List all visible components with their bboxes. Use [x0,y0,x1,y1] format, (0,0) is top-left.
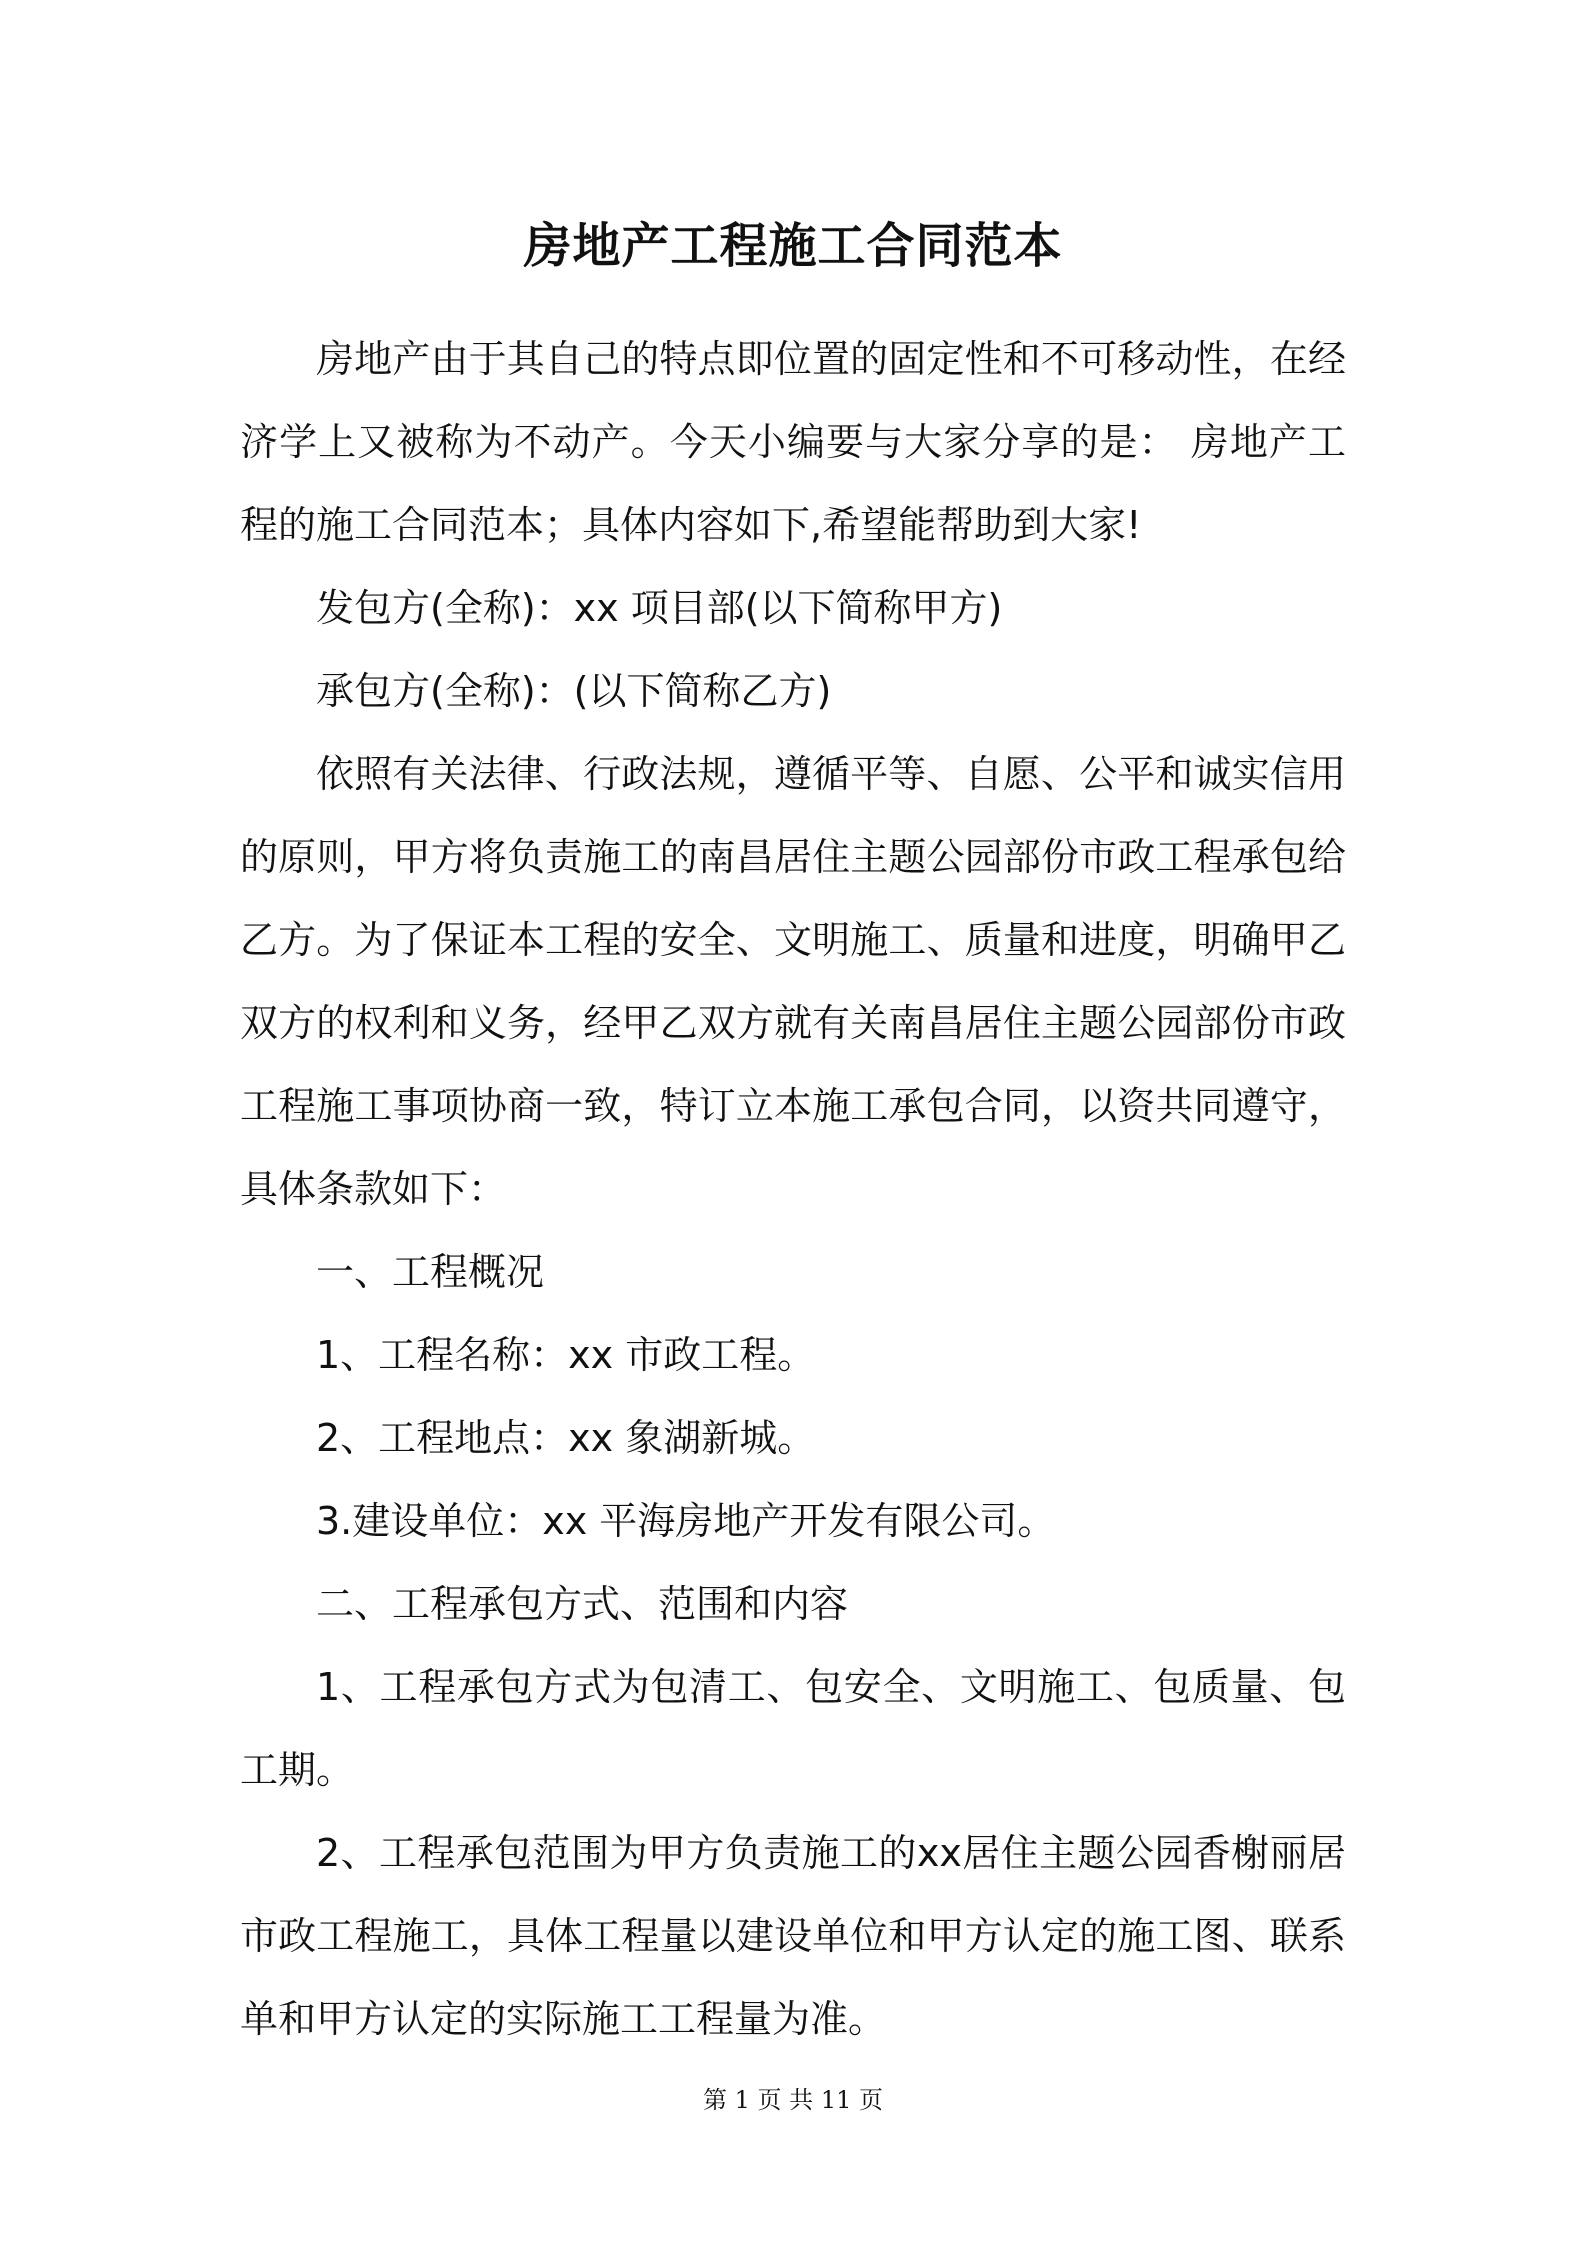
contract-method-item: 1、工程承包方式为包清工、包安全、文明施工、包质量、包工期。 [240,1665,1346,1792]
footer-total-pages: 11 [820,2086,852,2114]
project-name-item: 1、工程名称：xx 市政工程。 [316,1333,816,1377]
document-body [240,318,1346,2061]
project-location-item: 2、工程地点：xx 象湖新城。 [316,1416,816,1460]
employer-line: 发包方(全称)：xx 项目部(以下简称甲方) [316,586,1003,630]
footer-suffix: 页 [859,2086,884,2114]
footer-current-page: 1 [734,2086,750,2114]
contract-scope-item: 2、工程承包范围为甲方负责施工的xx居住主题公园香榭丽居市政工程施工，具体工程量以建设单位和甲方认定的施工图、联系单和甲方认定的实际施工工程量为准。 [240,1831,1346,2041]
footer-middle: 页 共 [757,2086,814,2114]
intro-paragraph: 房地产由于其自己的特点即位置的固定性和不可移动性，在经济学上又被称为不动产。今天小编要与大家分享的是： 房地产工程的施工合同范本；具体内容如下,希望能帮助到大家! [240,337,1346,547]
preamble-paragraph: 依照有关法律、行政法规，遵循平等、自愿、公平和诚实信用的原则，甲方将负责施工的南昌居住主题公园部份市政工程承包给乙方。为了保证本工程的安全、文明施工、质量和进度，明确甲乙双方的权利和义务，经甲乙双方就有关南昌居住主题公园部份市政工程施工事项协商一致，特订立本施工承包合同，以资共同遵守，具体条款如下： [240,752,1346,1211]
developer-item: 3.建设单位：xx 平海房地产开发有限公司。 [316,1499,1056,1543]
contractor-line: 承包方(全称)：(以下简称乙方) [316,669,832,713]
footer-prefix: 第 [702,2086,727,2114]
document-title: 房地产工程施工合同范本 [523,218,1063,274]
section-heading-1: 一、工程概况 [316,1250,545,1294]
page-footer [0,2080,1586,2120]
section-heading-2: 二、工程承包方式、范围和内容 [316,1582,849,1626]
